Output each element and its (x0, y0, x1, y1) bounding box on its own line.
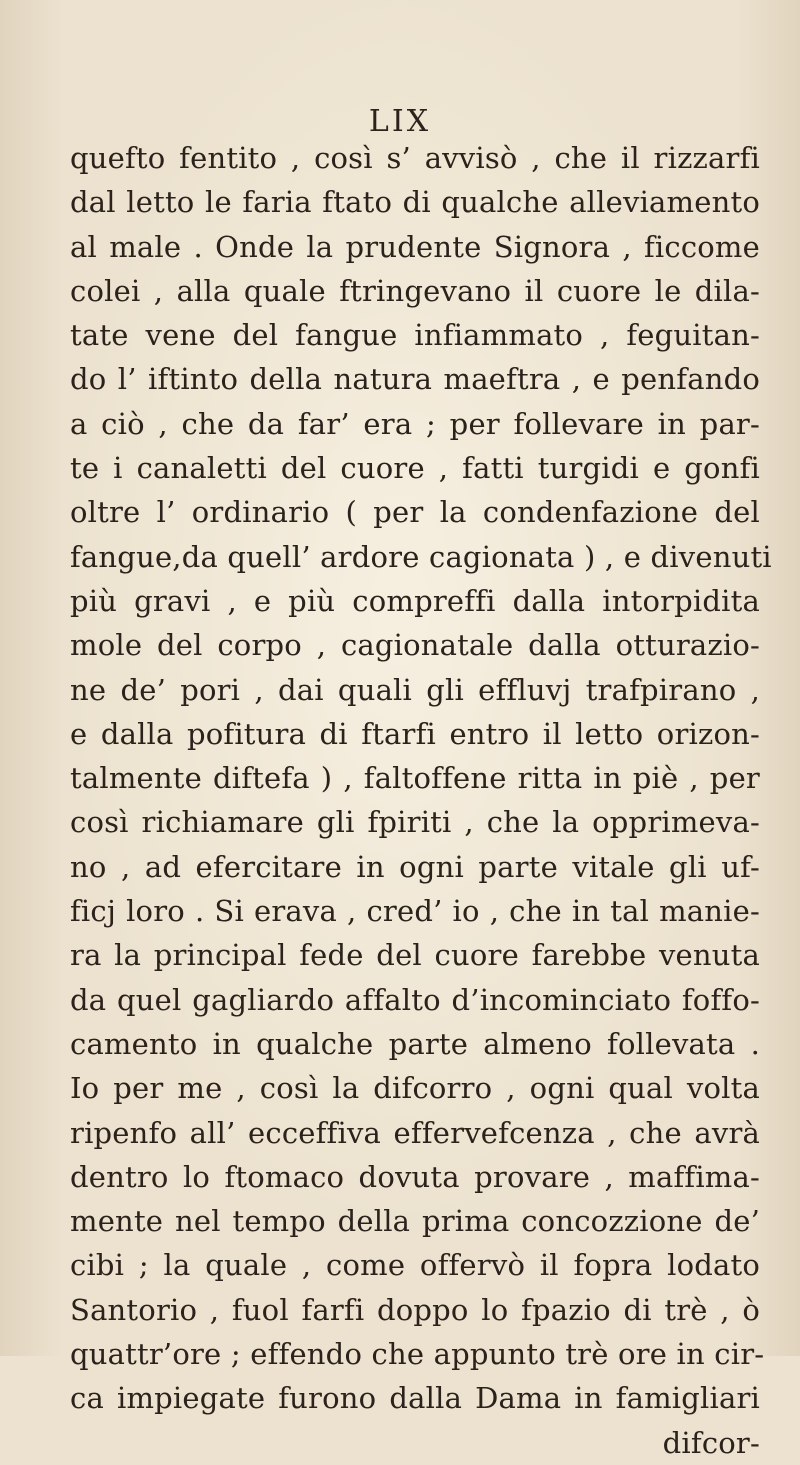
text-line: ca impiegate furono dalla Dama in famigliari (70, 1381, 760, 1416)
text-line: mente nel tempo della prima concozzione de’ (70, 1204, 760, 1239)
text-line: colei , alla quale ftringevano il cuore le dila- (70, 273, 760, 308)
text-line: dal letto le faria ftato di qualche alleviamento (70, 185, 760, 220)
text-line: e dalla pofitura di ftarfi entro il letto orizon- (70, 716, 760, 751)
text-line: più gravi , e più compreffi dalla intorpidita (70, 583, 760, 618)
text-line: fangue,da quell’ ardore cagionata ) , e divenuti (70, 539, 772, 574)
text-line: mole del corpo , cagionatale dalla otturazio- (70, 628, 760, 663)
body-text (70, 136, 772, 1465)
text-line: quattr’ore ; effendo che appunto trè ore in cir- (70, 1337, 765, 1372)
text-line: ficj loro . Si erava , cred’ io , che in tal manie- (70, 894, 760, 929)
text-line: a ciò , che da far’ era ; per follevare in par- (70, 406, 760, 441)
text-line: te i canaletti del cuore , fatti turgidi e gonfi (70, 451, 760, 486)
text-line: Santorio , fuol farfi doppo lo fpazio di trè , ò (70, 1292, 760, 1327)
text-line: talmente diftefa ) , faltoffene ritta in piè , per (70, 761, 760, 796)
text-line: da quel gagliardo affalto d’incominciato foffo- (70, 982, 760, 1017)
text-line: ripenfo all’ ecceffiva effervefcenza , che avrà (70, 1115, 760, 1150)
text-line: quefto fentito , così s’ avvisò , che il rizzarfi (70, 141, 760, 175)
text-line: do l’ iftinto della natura maeftra , e penfando (70, 362, 760, 397)
page-number-header: LIX (368, 104, 432, 139)
text-line: camento in qualche parte almeno follevata . (70, 1026, 760, 1061)
text-line: ra la principal fede del cuore farebbe venuta (70, 938, 760, 973)
text-line: cibi ; la quale , come offervò il fopra lodato (70, 1248, 760, 1283)
text-line: no , ad efercitare in ogni parte vitale gli uf- (70, 849, 760, 884)
text-line: così richiamare gli fpiriti , che la opprimeva- (70, 805, 760, 840)
catchword: difcor- (662, 1425, 760, 1460)
text-line: ne de’ pori , dai quali gli effluvj trafpirano , (70, 672, 760, 707)
text-line: Io per me , così la difcorro , ogni qual volta (70, 1071, 760, 1106)
text-line: al male . Onde la prudente Signora , ficcome (70, 229, 760, 264)
text-line: oltre l’ ordinario ( per la condenfazione del (70, 495, 760, 530)
text-line: dentro lo ftomaco dovuta provare , maffima- (70, 1159, 760, 1194)
text-line: tate vene del fangue infiammato , feguitan- (70, 318, 760, 353)
